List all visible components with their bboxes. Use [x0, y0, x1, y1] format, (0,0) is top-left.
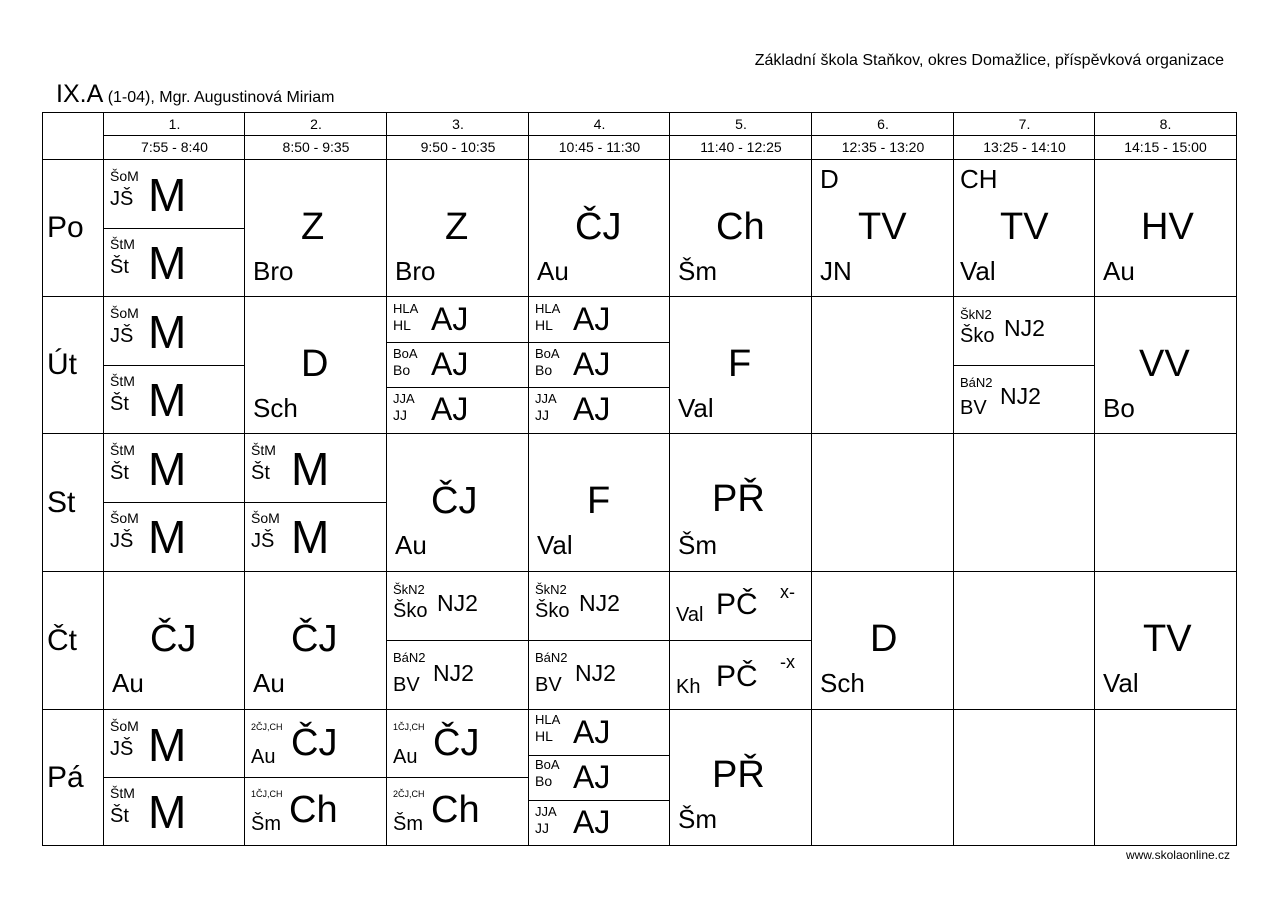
lesson-cell: ŠoM JŠ M ŠtM Št M	[104, 160, 244, 296]
class-info: (1-04), Mgr. Augustinová Miriam	[107, 89, 335, 106]
lesson-cell: CH TV Val	[960, 164, 1049, 286]
lesson-cell: Val PČ x- Kh PČ -x	[670, 572, 811, 709]
lesson-cell: Ch Šm	[678, 206, 765, 286]
lesson-cell: F Val	[537, 480, 611, 560]
day-label: Pá	[47, 760, 84, 794]
lesson-cell: D Sch	[253, 343, 329, 423]
lesson-cell: ŠoM JŠ M ŠtM Št M	[104, 710, 244, 845]
period-header-7: 7. 13:25 - 14:10	[954, 113, 1095, 159]
lesson-cell: ŠtM Št M ŠoM JŠ M	[104, 434, 244, 571]
footer-link: www.skolaonline.cz	[1125, 848, 1230, 862]
day-label: St	[47, 485, 76, 519]
lesson-cell: HLA HL AJ BoA Bo AJ JJA JJ AJ	[387, 297, 528, 433]
timetable-heading	[56, 80, 334, 109]
lesson-cell: F Val	[678, 343, 752, 423]
lesson-cell: Z Bro	[253, 206, 325, 286]
lesson-cell: ČJ Au	[253, 618, 338, 698]
lesson-cell: Z Bro	[395, 206, 469, 286]
lesson-cell: 2ČJ,CH Au ČJ 1ČJ,CH Šm Ch	[245, 710, 386, 845]
lesson-cell: ŠkN2 Ško NJ2 BáN2 BV NJ2	[387, 572, 528, 709]
lesson-cell: ČJ Au	[112, 618, 197, 698]
period-header-4: 4. 10:45 - 11:30	[529, 113, 670, 159]
lesson-cell: HV Au	[1103, 206, 1194, 286]
day-label: Čt	[47, 623, 77, 657]
lesson-cell: ŠoM JŠ M ŠtM Št M	[104, 297, 244, 433]
period-header-3: 3. 9:50 - 10:35	[387, 113, 529, 159]
lesson-cell: TV Val	[1103, 618, 1192, 698]
lesson-cell: VV Bo	[1103, 343, 1190, 423]
lesson-cell: HLA HL AJ BoA Bo AJ JJA JJ AJ	[529, 710, 669, 845]
lesson-cell: ŠkN2 Ško NJ2 BáN2 BV NJ2	[954, 297, 1094, 433]
lesson-cell: ŠkN2 Ško NJ2 BáN2 BV NJ2	[529, 572, 669, 709]
lesson-cell: ČJ Au	[395, 480, 478, 560]
class-name: IX.A	[56, 80, 104, 108]
period-header-8: 8. 14:15 - 15:00	[1095, 113, 1236, 159]
lesson-cell: PŘ Šm	[678, 754, 765, 834]
lesson-cell: PŘ Šm	[678, 478, 765, 560]
period-header-5: 5. 11:40 - 12:25	[670, 113, 812, 159]
day-label: Po	[47, 211, 84, 244]
period-header-2: 2. 8:50 - 9:35	[245, 113, 387, 159]
day-label: Út	[47, 348, 77, 381]
lesson-cell: ŠtM Št M ŠoM JŠ M	[245, 434, 386, 571]
lesson-cell: D TV JN	[820, 164, 907, 286]
period-header-1: 1. 7:55 - 8:40	[104, 113, 245, 159]
lesson-cell: HLA HL AJ BoA Bo AJ JJA JJ AJ	[529, 297, 669, 433]
timetable-grid	[42, 112, 1237, 846]
period-header-6: 6. 12:35 - 13:20	[812, 113, 954, 159]
lesson-cell: D Sch	[820, 618, 898, 698]
lesson-cell: ČJ Au	[537, 206, 622, 286]
lesson-cell: 1ČJ,CH Au ČJ 2ČJ,CH Šm Ch	[387, 710, 528, 845]
school-name: Základní škola Staňkov, okres Domažlice, příspěvková organizace	[754, 52, 1224, 69]
